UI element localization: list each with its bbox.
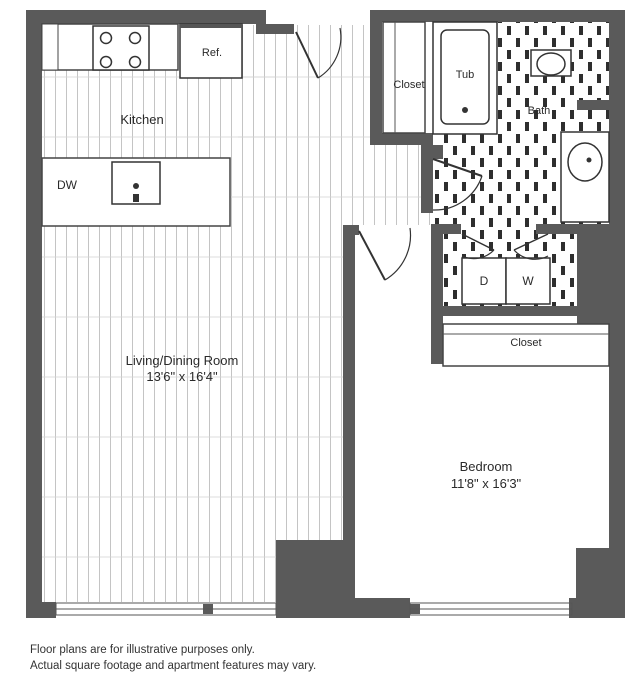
disclaimer-line-2: Actual square footage and apartment features may vary. [30,660,317,672]
kitchen-label: Kitchen [120,112,164,127]
bedroom-dimensions: 11'8" x 16'3" [450,476,522,491]
dryer-label: D [479,274,489,288]
washer-label: W [522,274,534,288]
bath-label: Bath [527,105,551,117]
refrigerator-label: Ref. [201,47,223,59]
living-room-label: Living/Dining Room [125,353,239,368]
tub-label: Tub [455,69,475,81]
bedroom-label: Bedroom [459,459,513,474]
closet-upper-label: Closet [393,79,425,91]
closet-lower-label: Closet [510,337,542,349]
dishwasher-label: DW [57,178,77,192]
living-room-dimensions: 13'6" x 16'4" [146,369,218,384]
disclaimer-line-1: Floor plans are for illustrative purposes only. [30,644,255,656]
